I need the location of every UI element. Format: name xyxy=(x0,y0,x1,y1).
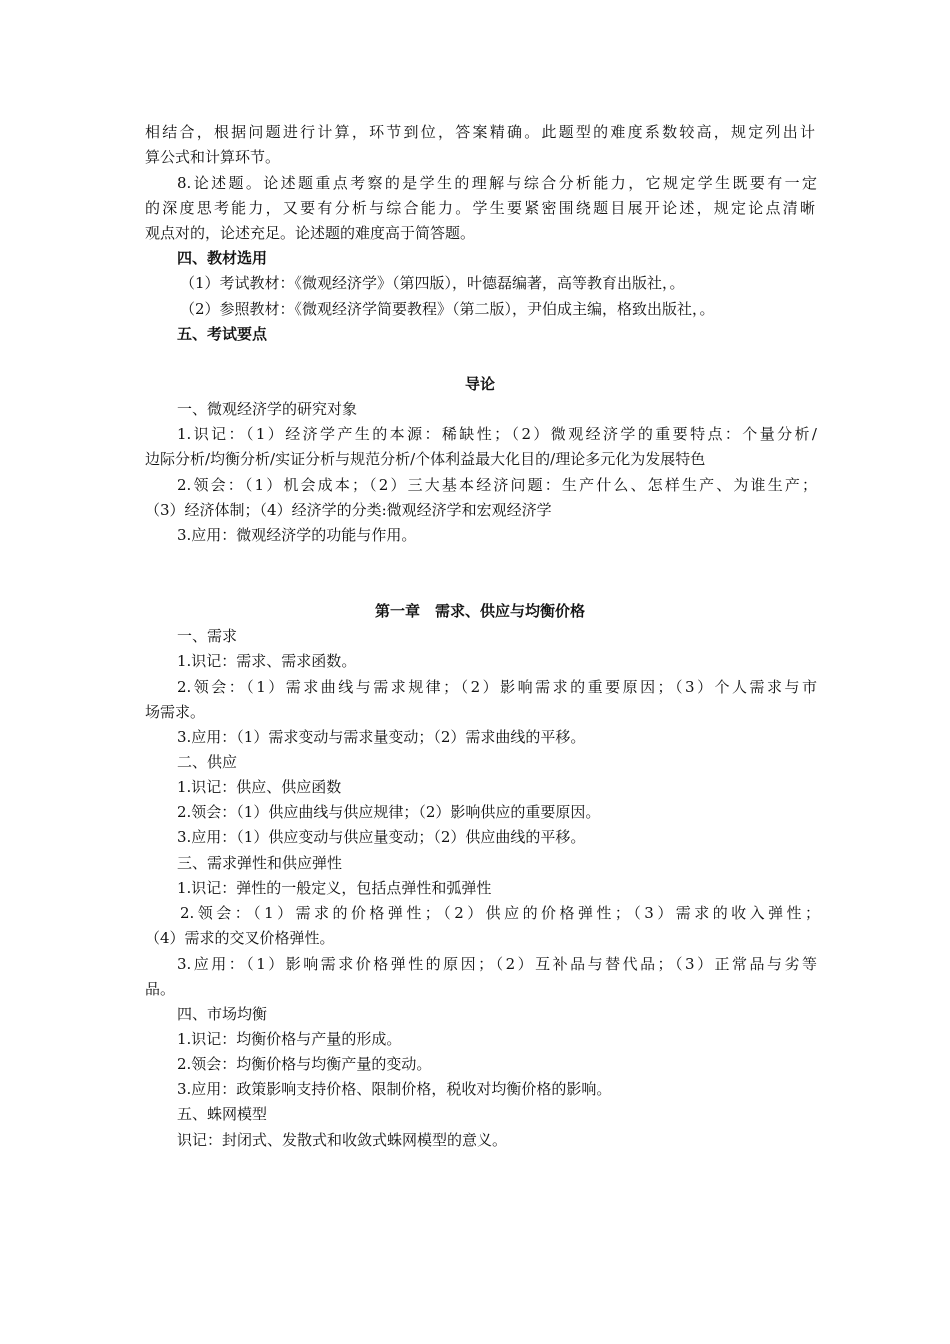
paragraph-line: 1.识记：（1）经济学产生的本源：稀缺性；（2）微观经济学的重要特点：个量分析/ xyxy=(177,425,817,443)
paragraph-line: 2.领会：（1）机会成本；（2）三大基本经济问题：生产什么、怎样生产、为谁生产； xyxy=(177,476,817,494)
subsection-heading: 二、供应 xyxy=(177,753,238,771)
paragraph-line: 算公式和计算环节。 xyxy=(145,148,281,166)
paragraph-line: 识记：封闭式、发散式和收敛式蛛网模型的意义。 xyxy=(177,1131,508,1149)
chapter-title: 第一章 需求、供应与均衡价格 xyxy=(374,602,585,620)
paragraph-line: 品。 xyxy=(145,980,176,998)
subsection-heading: 四、市场均衡 xyxy=(177,1005,268,1023)
textbook-item: （2）参照教材：《微观经济学简要教程》（第二版），尹伯成主编，格致出版社，。 xyxy=(180,300,715,318)
paragraph-line: 3.应用：（1）供应变动与供应量变动；（2）供应曲线的平移。 xyxy=(177,828,586,846)
paragraph-line: 2.领会：（1）需求的价格弹性；（2）供应的价格弹性；（3）需求的收入弹性； xyxy=(180,904,820,922)
paragraph-line: （3）经济体制；（4）经济学的分类:微观经济学和宏观经济学 xyxy=(145,501,552,519)
chapter-title: 导论 xyxy=(464,375,495,393)
section-heading: 五、考试要点 xyxy=(177,325,268,343)
subsection-heading: 一、需求 xyxy=(177,627,238,645)
paragraph-line: 8.论述题。论述题重点考察的是学生的理解与综合分析能力，它规定学生既要有一定 xyxy=(177,174,817,192)
paragraph-line: 2.领会：均衡价格与均衡产量的变动。 xyxy=(177,1055,432,1073)
paragraph-line: 3.应用：（1）影响需求价格弹性的原因；（2）互补品与替代品；（3）正常品与劣等 xyxy=(177,955,817,973)
paragraph-line: 观点对的，论述充足。论述题的难度高于简答题。 xyxy=(145,224,476,242)
paragraph-line: 3.应用：（1）需求变动与需求量变动；（2）需求曲线的平移。 xyxy=(177,728,586,746)
paragraph-line: 场需求。 xyxy=(145,703,206,721)
subsection-heading: 一、微观经济学的研究对象 xyxy=(177,400,358,418)
subsection-heading: 五、蛛网模型 xyxy=(177,1105,268,1123)
subsection-heading: 三、需求弹性和供应弹性 xyxy=(177,854,343,872)
paragraph-line: （4）需求的交叉价格弹性。 xyxy=(145,929,335,947)
paragraph-line: 相结合，根据问题进行计算，环节到位，答案精确。此题型的难度系数较高，规定列出计 xyxy=(145,123,815,141)
paragraph-line: 的深度思考能力，又要有分析与综合能力。学生要紧密围绕题目展开论述，规定论点清晰 xyxy=(145,199,815,217)
paragraph-line: 3.应用：政策影响支持价格、限制价格，税收对均衡价格的影响。 xyxy=(177,1080,612,1098)
section-heading: 四、教材选用 xyxy=(177,249,268,267)
paragraph-line: 2.领会：（1）需求曲线与需求规律；（2）影响需求的重要原因；（3）个人需求与市 xyxy=(177,678,817,696)
paragraph-line: 3.应用：微观经济学的功能与作用。 xyxy=(177,526,417,544)
paragraph-line: 1.识记：供应、供应函数 xyxy=(177,778,342,796)
paragraph-line: 1.识记：均衡价格与产量的形成。 xyxy=(177,1030,402,1048)
textbook-item: （1）考试教材：《微观经济学》（第四版），叶德磊编著，高等教育出版社，。 xyxy=(180,274,685,292)
paragraph-line: 1.识记：需求、需求函数。 xyxy=(177,652,357,670)
paragraph-line: 1.识记：弹性的一般定义，包括点弹性和弧弹性 xyxy=(177,879,492,897)
paragraph-line: 边际分析/均衡分析/实证分析与规范分析/个体利益最大化目的/理论多元化为发展特色 xyxy=(145,450,706,468)
paragraph-line: 2.领会：（1）供应曲线与供应规律；（2）影响供应的重要原因。 xyxy=(177,803,601,821)
